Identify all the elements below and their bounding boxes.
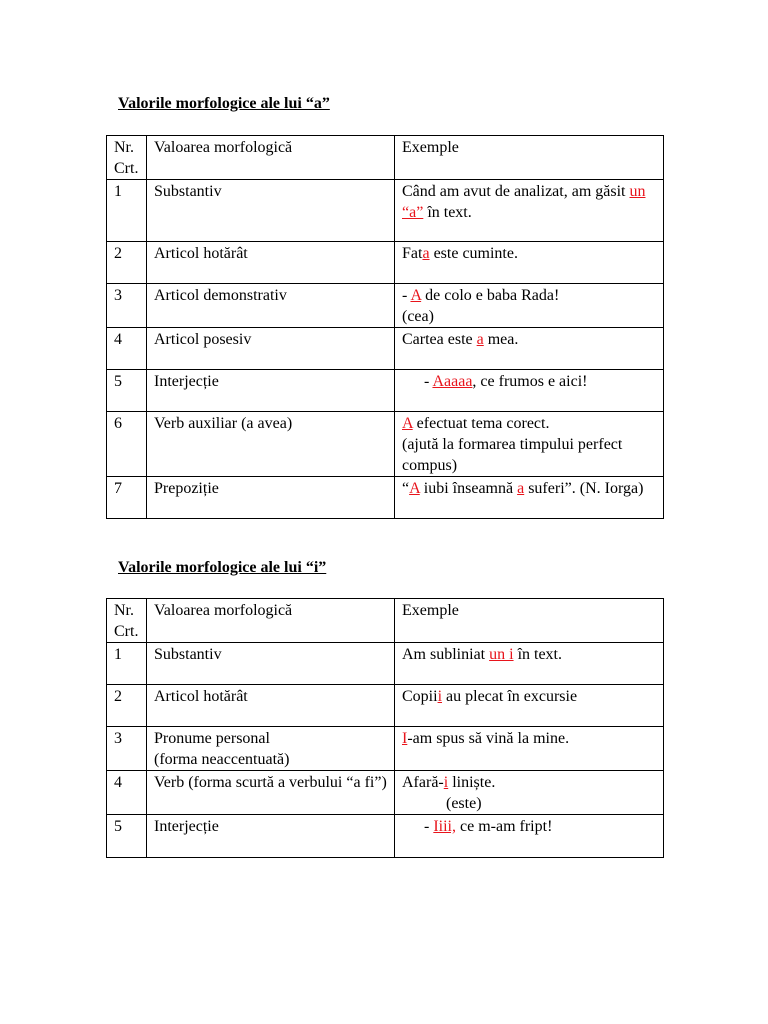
row-exemplu: A efectuat tema corect. (ajută la formarea timpului perfect compus) — [395, 412, 664, 477]
table-row — [107, 180, 664, 242]
row-nr: 3 — [107, 284, 147, 328]
header-nr: Nr. Crt. — [107, 136, 147, 180]
row-nr: 1 — [107, 643, 147, 685]
table-row — [107, 242, 664, 284]
row-valoare: Verb (forma scurtă a verbului “a fi”) — [147, 771, 395, 815]
row-exemplu: - A de colo e baba Rada! (cea) — [395, 284, 664, 328]
row-valoare: Articol posesiv — [147, 328, 395, 370]
table-header-row — [107, 136, 664, 180]
table-row — [107, 685, 664, 727]
highlight: I — [402, 730, 408, 747]
header-nr: Nr. Crt. — [107, 599, 147, 643]
row-nr: 7 — [107, 477, 147, 519]
highlight: i — [437, 688, 443, 705]
table-row — [107, 370, 664, 412]
highlight: A — [402, 415, 413, 432]
row-exemplu: Copiii au plecat în excursie — [395, 685, 664, 727]
highlight: un “a” — [402, 183, 646, 221]
highlight: a — [422, 245, 430, 262]
header-exemple: Exemple — [395, 599, 664, 643]
table-row — [107, 643, 664, 685]
section-i-title: Valorile morfologice ale lui “i” — [118, 559, 327, 576]
highlight: a — [517, 480, 525, 497]
row-nr: 2 — [107, 242, 147, 284]
table-header-row — [107, 599, 664, 643]
row-valoare: Pronume personal (forma neaccentuată) — [147, 727, 395, 771]
row-valoare: Prepoziție — [147, 477, 395, 519]
row-valoare: Articol hotărât — [147, 242, 395, 284]
row-exemplu: Cartea este a mea. — [395, 328, 664, 370]
row-nr: 1 — [107, 180, 147, 242]
row-exemplu: - Iiii, ce m-am fript! — [395, 815, 664, 858]
table-row — [107, 727, 664, 771]
row-valoare: Substantiv — [147, 180, 395, 242]
table-valori-i — [106, 598, 664, 858]
row-nr: 3 — [107, 727, 147, 771]
highlight: A — [410, 287, 422, 304]
row-nr: 6 — [107, 412, 147, 477]
row-nr: 4 — [107, 771, 147, 815]
header-valoare: Valoarea morfologică — [147, 599, 395, 643]
section-a-title: Valorile morfologice ale lui “a” — [118, 95, 330, 112]
table-row — [107, 477, 664, 519]
row-valoare: Interjecție — [147, 815, 395, 858]
row-exemplu: I-am spus să vină la mine. — [395, 727, 664, 771]
table-row — [107, 815, 664, 858]
row-exemplu: Am subliniat un i în text. — [395, 643, 664, 685]
table-row — [107, 771, 664, 815]
highlight: un i — [489, 646, 514, 663]
row-nr: 5 — [107, 815, 147, 858]
row-exemplu: Afară-i liniște. (este) — [395, 771, 664, 815]
highlight: a — [476, 331, 484, 348]
row-exemplu: Fata este cuminte. — [395, 242, 664, 284]
highlight: Aaaaa — [432, 373, 473, 390]
table-row — [107, 412, 664, 477]
row-exemplu: “A iubi înseamnă a suferi”. (N. Iorga) — [395, 477, 664, 519]
table-row — [107, 328, 664, 370]
row-exemplu: - Aaaaa, ce frumos e aici! — [395, 370, 664, 412]
highlight: A — [409, 480, 420, 497]
table-row — [107, 284, 664, 328]
row-valoare: Interjecție — [147, 370, 395, 412]
row-valoare: Verb auxiliar (a avea) — [147, 412, 395, 477]
row-valoare: Substantiv — [147, 643, 395, 685]
row-exemplu: Când am avut de analizat, am găsit un “a” în text. — [395, 180, 664, 242]
highlight: i — [443, 774, 449, 791]
highlight: Iiii, — [433, 818, 456, 835]
row-nr: 4 — [107, 328, 147, 370]
row-valoare: Articol hotărât — [147, 685, 395, 727]
table-valori-a — [106, 135, 664, 519]
row-valoare: Articol demonstrativ — [147, 284, 395, 328]
row-nr: 2 — [107, 685, 147, 727]
header-exemple: Exemple — [395, 136, 664, 180]
header-valoare: Valoarea morfologică — [147, 136, 395, 180]
row-nr: 5 — [107, 370, 147, 412]
